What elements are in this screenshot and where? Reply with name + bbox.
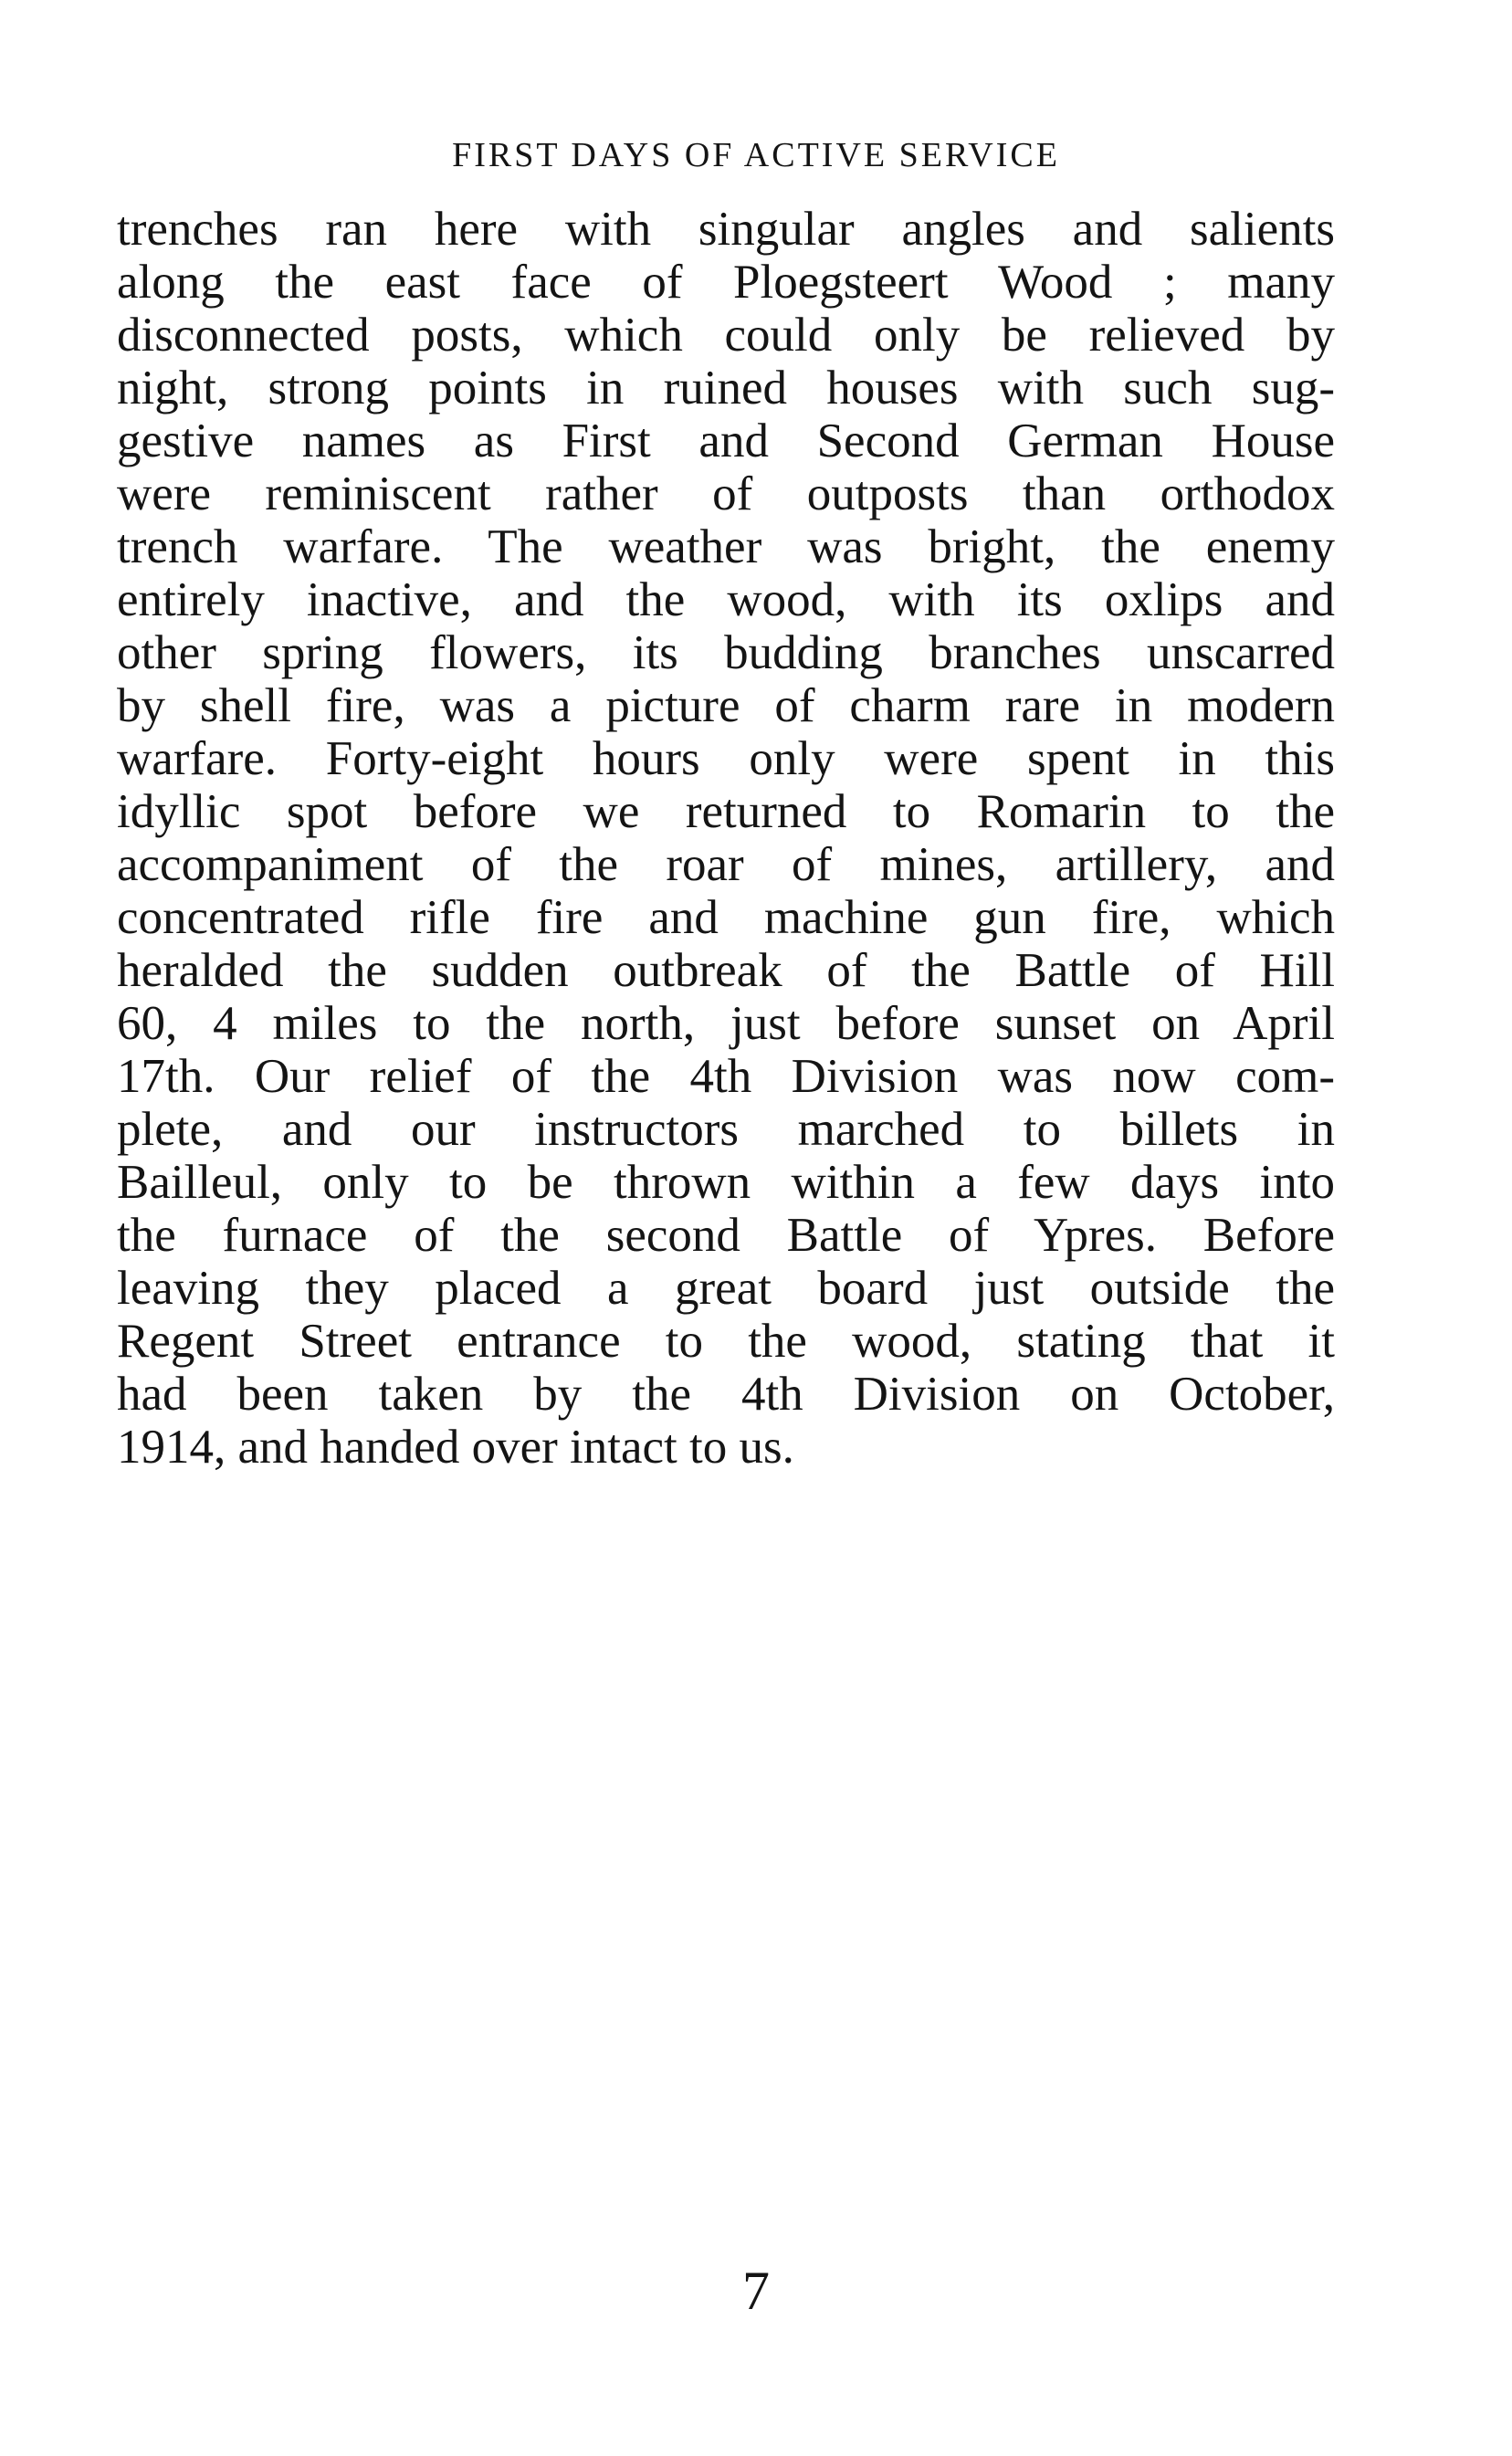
text-line: 17th. Our relief of the 4th Division was now com- [117, 1050, 1335, 1103]
text-line: Regent Street entrance to the wood, stating that it [117, 1315, 1335, 1368]
text-line: trenches ran here with singular angles and salients [117, 203, 1335, 256]
text-line: Bailleul, only to be thrown within a few days into [117, 1156, 1335, 1209]
text-line: plete, and our instructors marched to billets in [117, 1103, 1335, 1156]
page-number: 7 [742, 2261, 770, 2321]
text-line: gestive names as First and Second German House [117, 415, 1335, 467]
running-head: FIRST DAYS OF ACTIVE SERVICE [452, 136, 1060, 174]
text-line: heralded the sudden outbreak of the Battle of Hill [117, 944, 1335, 997]
text-line: along the east face of Ploegsteert Wood ; many [117, 256, 1335, 309]
text-line: accompaniment of the roar of mines, artillery, and [117, 838, 1335, 891]
text-line: the furnace of the second Battle of Ypres. Before [117, 1209, 1335, 1262]
text-line: idyllic spot before we returned to Romarin to the [117, 785, 1335, 838]
text-line: 1914, and handed over intact to us. [117, 1421, 794, 1474]
text-line: by shell fire, was a picture of charm rare in modern [117, 679, 1335, 732]
text-line: leaving they placed a great board just outside the [117, 1262, 1335, 1315]
text-line: night, strong points in ruined houses with such sug- [117, 362, 1335, 415]
text-line: other spring flowers, its budding branches unscarred [117, 626, 1335, 679]
text-line: had been taken by the 4th Division on October, [117, 1368, 1335, 1421]
text-line: warfare. Forty-eight hours only were spent in this [117, 732, 1335, 785]
text-line: disconnected posts, which could only be relieved by [117, 309, 1335, 362]
text-line: trench warfare. The weather was bright, the enemy [117, 520, 1335, 573]
text-line: were reminiscent rather of outposts than orthodox [117, 467, 1335, 520]
body-paragraph [117, 203, 1335, 1474]
text-line: entirely inactive, and the wood, with its oxlips and [117, 573, 1335, 626]
text-line: concentrated rifle fire and machine gun fire, which [117, 891, 1335, 944]
text-line: 60, 4 miles to the north, just before sunset on April [117, 997, 1335, 1050]
